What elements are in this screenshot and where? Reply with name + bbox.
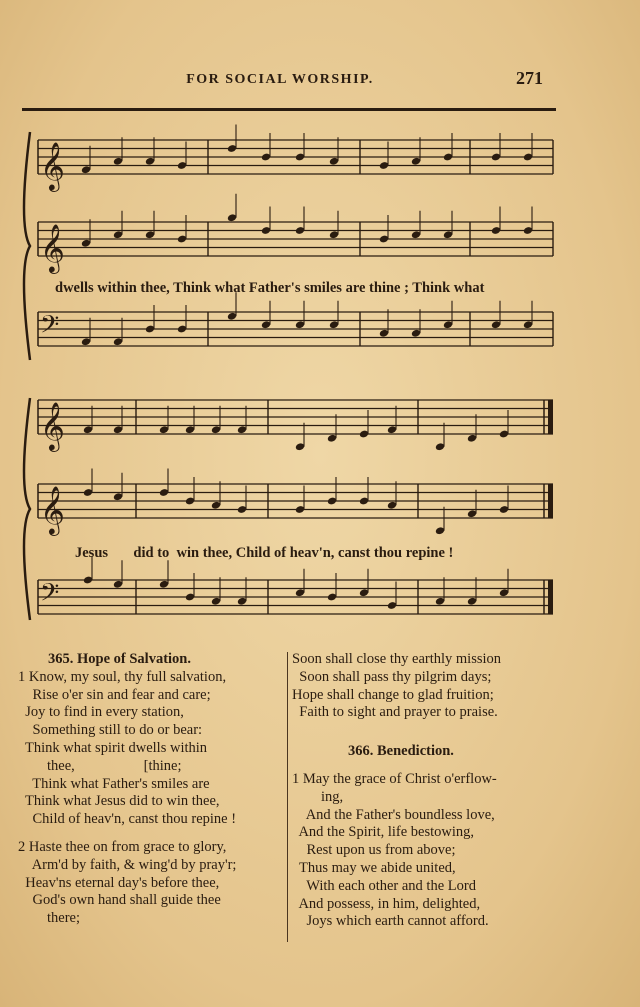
verse-line: With each other and the Lord xyxy=(292,877,476,894)
verse-line: Soon shall close thy earthly mission xyxy=(292,651,502,667)
lyrics-line-2: Jesus did to win thee, Child of heav'n, canst thou repine ! xyxy=(75,545,454,561)
final-barline xyxy=(548,400,553,434)
hymn-366-stanza-1 xyxy=(292,771,554,931)
bass-clef-icon: 𝄢 xyxy=(40,310,60,346)
verse-line: Think what Father's smiles are xyxy=(18,775,210,792)
verse-line: Heav'ns eternal day's before thee, xyxy=(18,874,220,891)
lyrics-line-1: dwells within thee, Think what Father's smiles are thine ; Think what xyxy=(55,280,485,296)
verse-line: Joys which earth cannot afford. xyxy=(292,913,489,930)
page-number: 271 xyxy=(516,68,543,88)
verse-line: And the Spirit, life bestowing, xyxy=(292,824,475,841)
verse-line: God's own hand shall guide thee xyxy=(18,892,221,909)
bass-clef-icon: 𝄢 xyxy=(40,578,60,614)
verse-line: Rest upon us from above; xyxy=(292,842,456,859)
verse-line: Faith to sight and prayer to praise. xyxy=(292,704,498,721)
verse-line: Child of heav'n, canst thou repine ! xyxy=(18,811,237,828)
verse-line: 1 May the grace of Christ o'erflow- xyxy=(292,770,497,787)
hymn-365-stanza-1 xyxy=(18,669,286,829)
treble-clef-icon: 𝄞 xyxy=(40,223,65,272)
verse-line: Joy to find in every station, xyxy=(18,704,184,721)
hymn-366-title: 366. Benediction. xyxy=(348,743,454,760)
running-title: FOR SOCIAL WORSHIP. xyxy=(186,72,374,87)
right-column xyxy=(292,651,554,931)
verse-line: And the Father's boundless love, xyxy=(292,806,495,823)
verse-line: Something still to do or bear: xyxy=(18,722,203,739)
column-divider xyxy=(287,652,288,942)
treble-clef-icon: 𝄞 xyxy=(40,485,65,534)
verse-line: And possess, in him, delighted, xyxy=(292,895,481,912)
verse-line: Rise o'er sin and fear and care; xyxy=(18,686,211,703)
verse-line: 1 Know, my soul, thy full salvation, xyxy=(18,668,227,685)
hymn-365 xyxy=(18,651,286,928)
hymn-365-stanza-2 xyxy=(18,839,286,928)
verse-line: 2 Haste thee on from grace to glory, xyxy=(18,838,227,855)
verse-line: Hope shall change to glad fruition; xyxy=(292,686,494,703)
final-barline xyxy=(548,580,553,614)
verse-line: Think what spirit dwells within xyxy=(18,739,208,756)
treble-clef-icon: 𝄞 xyxy=(40,401,65,450)
verse-line: Soon shall pass thy pilgrim days; xyxy=(292,668,492,685)
hymn-365-continuation xyxy=(292,651,554,722)
hymn-365-title: 365. Hope of Salvation. xyxy=(48,651,191,667)
verse-line: ing, xyxy=(292,788,344,805)
final-barline xyxy=(548,484,553,518)
verse-line: there; xyxy=(18,910,81,927)
treble-clef-icon: 𝄞 xyxy=(40,141,65,190)
verse-line: Thus may we abide united, xyxy=(292,859,456,876)
verse-line: Think what Jesus did to win thee, xyxy=(18,793,220,810)
system-brace xyxy=(24,132,30,360)
verse-line: thee, [thine; xyxy=(18,757,182,774)
system-brace xyxy=(24,398,30,620)
verse-line: Arm'd by faith, & wing'd by pray'r; xyxy=(18,856,237,873)
